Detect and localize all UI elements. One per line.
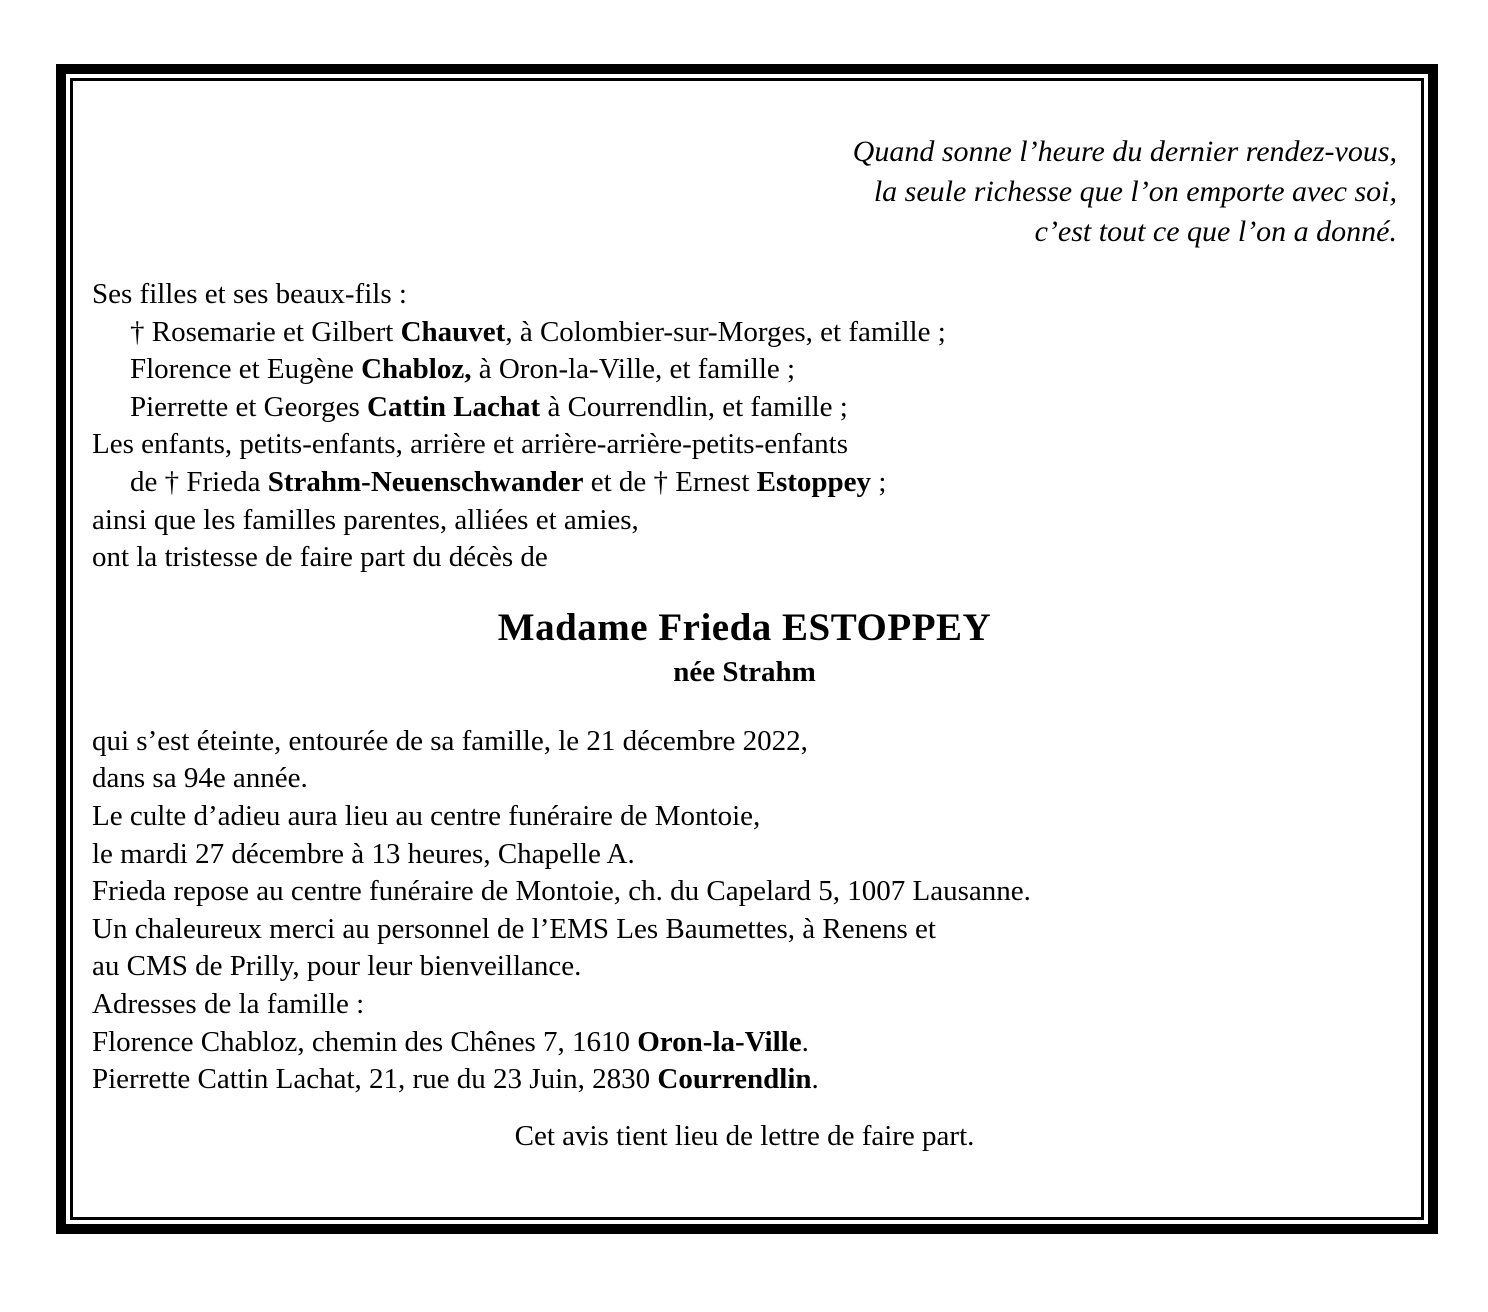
notice-line: Pierrette et Georges Cattin Lachat à Courrendlin, et famille ; (130, 390, 848, 423)
deceased-maiden-name: née Strahm (673, 655, 816, 688)
notice-line: de † Frieda Strahm-Neuenschwander et de † Ernest Estoppey ; (130, 465, 887, 498)
notice-line: c’est tout ce que l’on a donné. (1034, 215, 1397, 248)
deceased-block (92, 606, 1397, 691)
notice-line: au CMS de Prilly, pour leur bienveillance. (92, 950, 582, 983)
notice-line: dans sa 94e année. (92, 762, 308, 795)
notice-line: le mardi 27 décembre à 13 heures, Chapelle A. (92, 837, 635, 870)
closing-line: Cet avis tient lieu de lettre de faire part. (514, 1119, 975, 1152)
notice-line: la seule richesse que l’on emporte avec soi, (873, 175, 1397, 208)
notice-line: Frieda repose au centre funéraire de Montoie, ch. du Capelard 5, 1007 Lausanne. (92, 875, 1031, 908)
death-notice-content (73, 81, 1421, 1217)
notice-line: ont la tristesse de faire part du décès de (92, 541, 548, 574)
deceased-name: Madame Frieda ESTOPPEY (497, 605, 992, 649)
notice-inner-frame (70, 78, 1424, 1220)
notice-frame (56, 64, 1438, 1234)
notice-line: Pierrette Cattin Lachat, 21, rue du 23 Juin, 2830 Courrendlin. (92, 1063, 819, 1096)
notice-line: qui s’est éteinte, entourée de sa famille, le 21 décembre 2022, (92, 724, 808, 757)
notice-line: Adresses de la famille : (92, 987, 365, 1020)
notice-line: Florence Chabloz, chemin des Chênes 7, 1610 Oron-la-Ville. (92, 1025, 809, 1058)
notice-line: Ses filles et ses beaux-fils : (92, 278, 407, 310)
epigraph-quote (92, 132, 1397, 252)
notice-line: Un chaleureux merci au personnel de l’EMS Les Baumettes, à Renens et (92, 912, 936, 945)
notice-line: † Rosemarie et Gilbert Chauvet, à Colombier-sur-Morges, et famille ; (130, 315, 946, 348)
notice-line: Les enfants, petits-enfants, arrière et arrière-arrière-petits-enfants (92, 428, 848, 461)
notice-line: Le culte d’adieu aura lieu au centre funéraire de Montoie, (92, 799, 761, 832)
funeral-details (92, 723, 1397, 1099)
notice-line: Florence et Eugène Chabloz, à Oron-la-Ville, et famille ; (130, 353, 796, 386)
family-announcement (92, 276, 1397, 577)
notice-line: Quand sonne l’heure du dernier rendez-vous, (852, 135, 1397, 168)
notice-line: ainsi que les familles parentes, alliées et amies, (92, 503, 639, 536)
